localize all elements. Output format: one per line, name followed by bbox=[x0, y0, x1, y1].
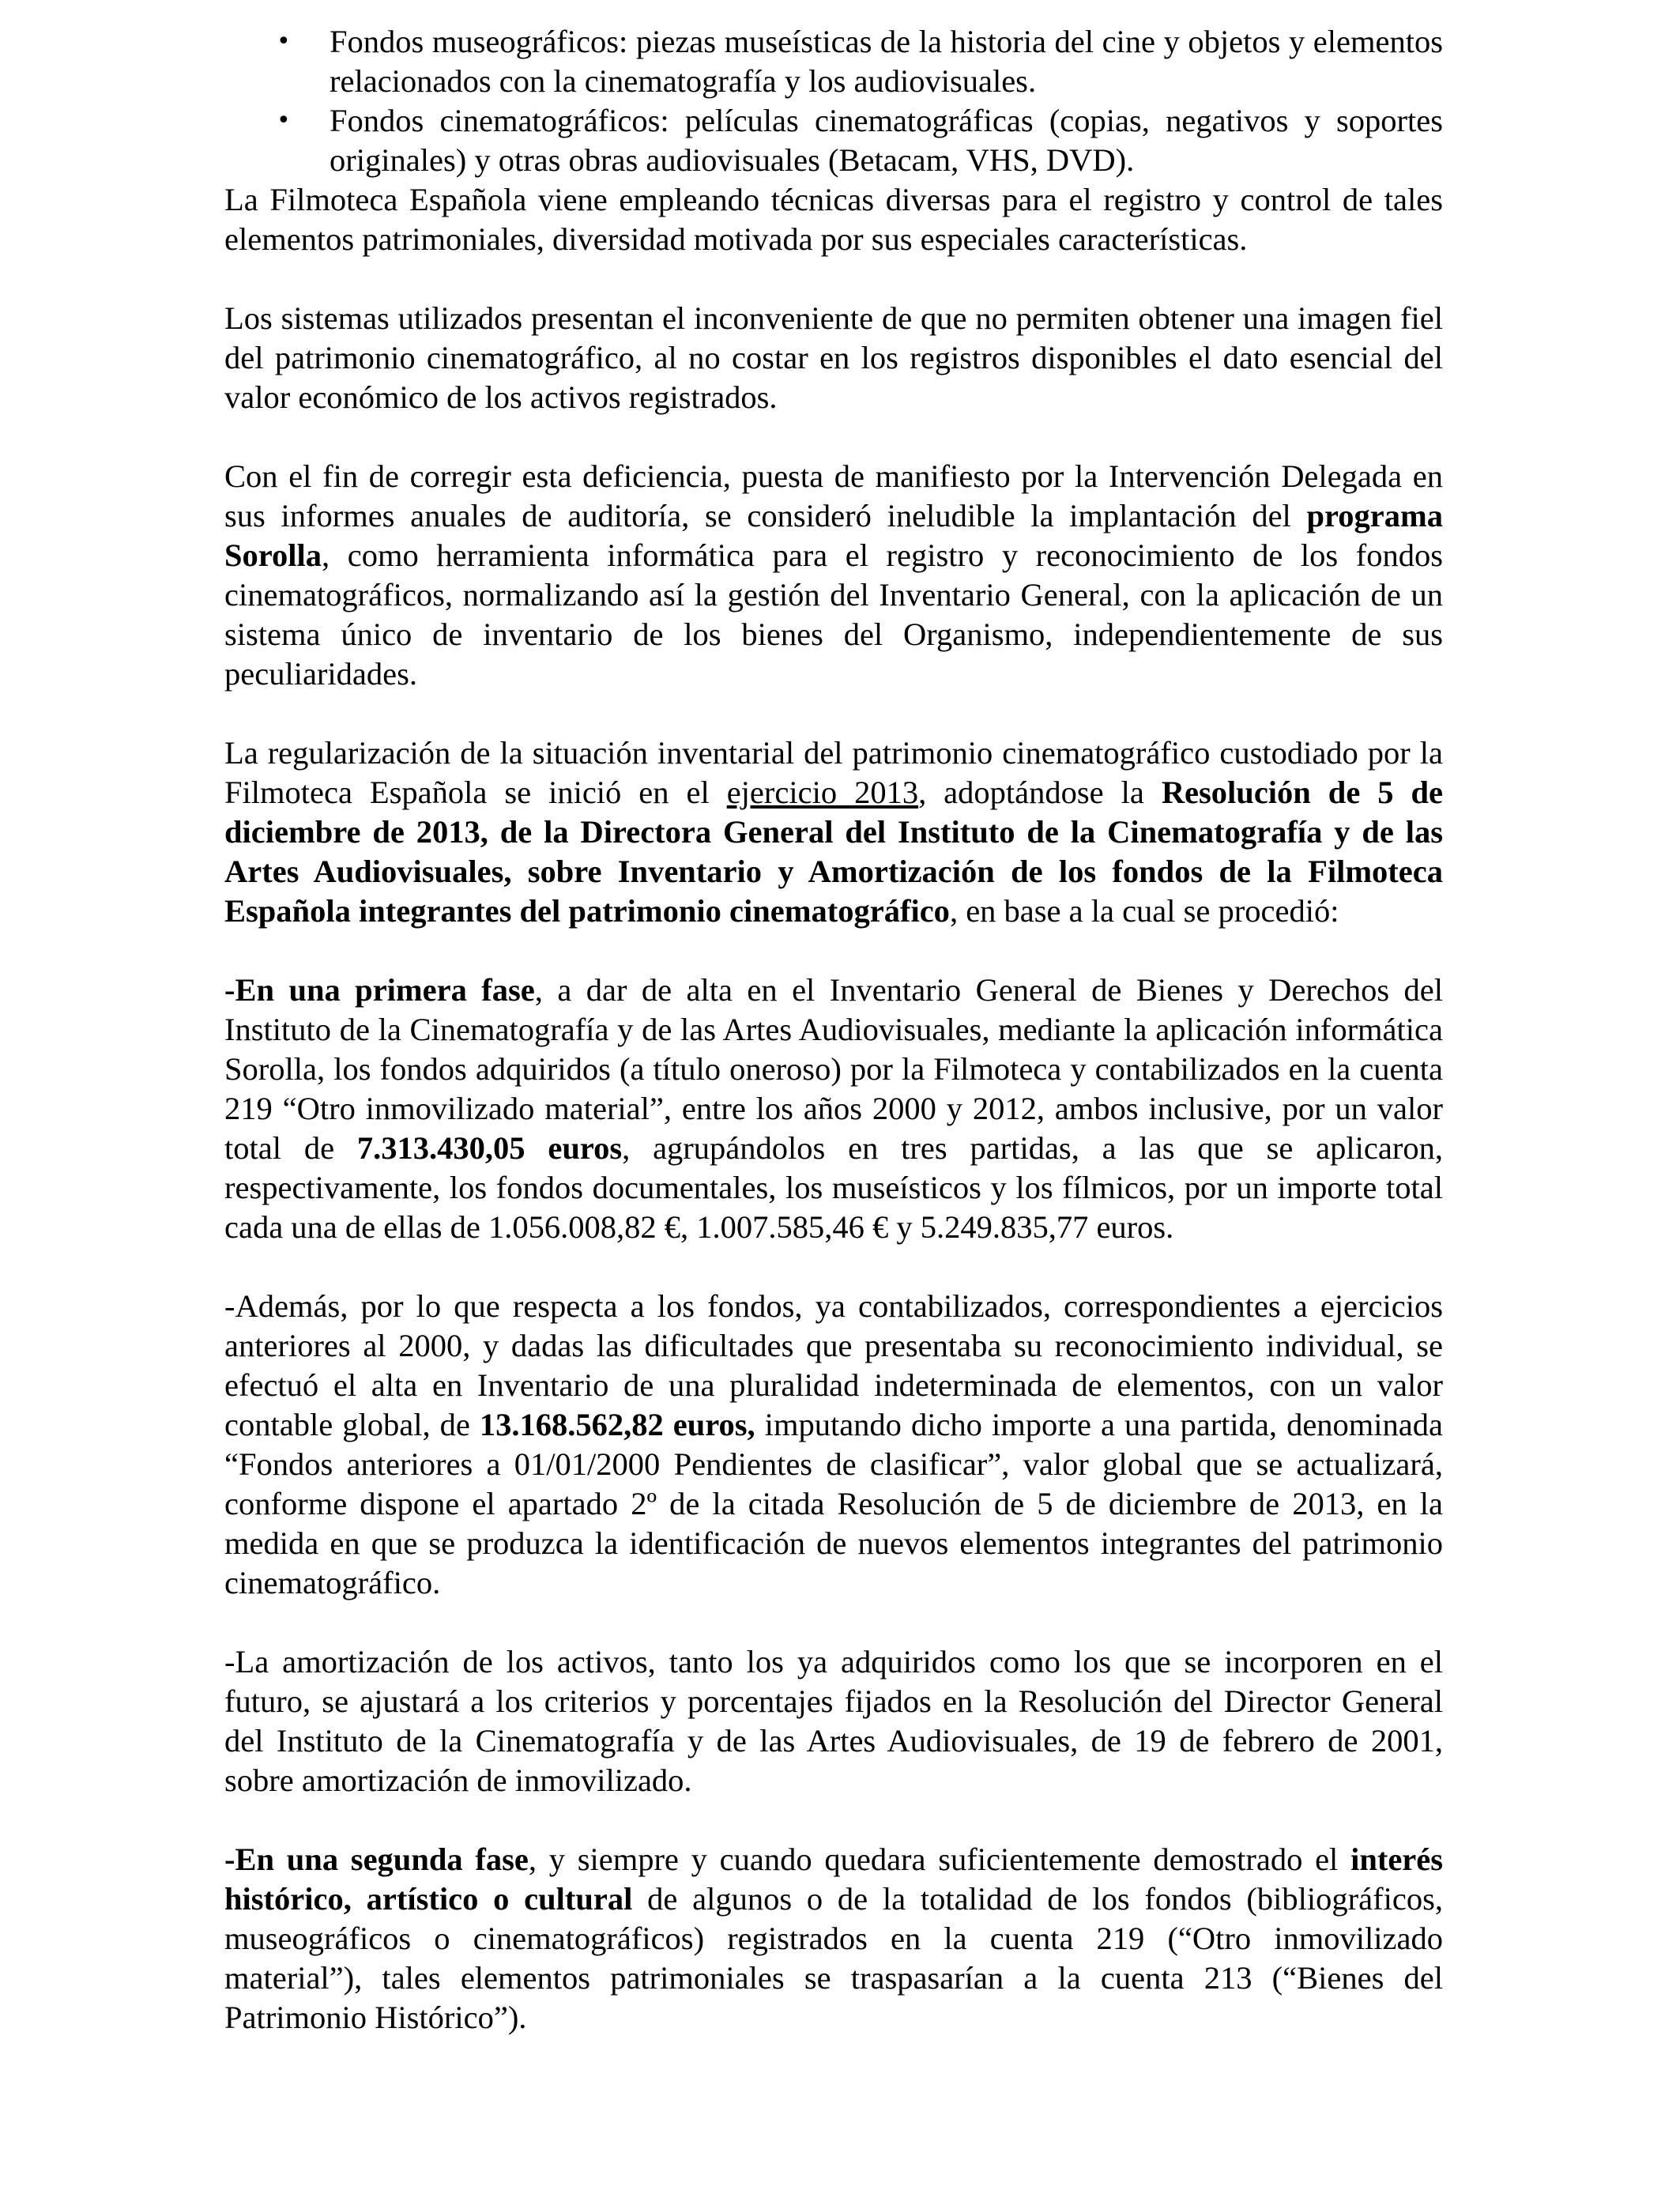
paragraph-spacer bbox=[224, 1800, 1443, 1840]
bold-text-run: Resolución de 5 de diciembre de 2013, de la Directora General del Instituto de la Cinematografía y de las Artes Audiovisuales, sobre Inventario y Amortización de los fondos de la Filmoteca Española integrantes del patrimonio cinematográfico bbox=[224, 775, 1444, 929]
paragraph-spacer bbox=[224, 931, 1443, 971]
bold-text-run: programa Sorolla bbox=[224, 498, 1443, 573]
text-run: de algunos o de la totalidad de los fondos (bibliográficos, museográficos o cinematográficos) registrados en la cuenta 219 (“Otro inmovilizado material”), tales elementos patrimoniales se traspasarían a la cuenta 213 (“Bienes del Patrimonio Histórico”). bbox=[224, 1881, 1443, 2035]
text-run: , agrupándolos en tres partidas, a las que se aplicaron, respectivamente, los fondos documentales, los museísticos y los fílmicos, por un importe total cada una de ellas de 1.056.008,82 €, 1.007.585,46 € y 5.249.835,77 euros. bbox=[224, 1130, 1443, 1245]
paragraph-spacer bbox=[224, 1247, 1443, 1287]
paragraph-spacer bbox=[224, 417, 1443, 457]
underlined-text-run: ejercicio 2013 bbox=[726, 775, 919, 810]
list-item bbox=[224, 101, 1443, 180]
text-run: , adoptándose la bbox=[918, 775, 1162, 810]
paragraph-ademas bbox=[224, 1287, 1443, 1603]
fondos-bullet-list bbox=[224, 22, 1443, 180]
text-run: , y siempre y cuando quedara suficientemente demostrado el bbox=[528, 1842, 1351, 1877]
paragraph-spacer bbox=[224, 694, 1443, 733]
text-run: -Además, por lo que respecta a los fondos, ya contabilizados, correspondientes a ejercicios anteriores al 2000, y dadas las dificultades que presentaba su reconocimiento individual, se efectuó el alta en Inventario de una pluralidad indeterminada de elementos, con un valor contable global, de bbox=[224, 1288, 1443, 1442]
bullet-icon: • bbox=[277, 107, 291, 134]
text-run: Con el fin de corregir esta deficiencia, puesta de manifiesto por la Intervención Delegada en sus informes anuales de auditoría, se consideró ineludible la implantación del bbox=[224, 458, 1443, 533]
text-run: imputando dicho importe a una partida, denominada “Fondos anteriores a 01/01/2000 Pendientes de clasificar”, valor global que se actualizará, conforme dispone el apartado 2º de la citada Resolución de 5 de diciembre de 2013, en la medida en que se produzca la identificación de nuevos elementos integrantes del patrimonio cinematográfico. bbox=[224, 1407, 1443, 1600]
paragraph-programa-sorolla bbox=[224, 457, 1443, 694]
list-item-text: Fondos museográficos: piezas museísticas de la historia del cine y objetos y elementos relacionados con la cinematografía y los audiovisuales. bbox=[330, 24, 1443, 99]
text-run: La regularización de la situación inventarial del patrimonio cinematográfico custodiado por la Filmoteca Española se inició en el bbox=[224, 735, 1443, 810]
bold-text-run: -En una primera fase bbox=[224, 972, 535, 1008]
paragraph-segunda-fase bbox=[224, 1840, 1443, 2038]
paragraph-spacer bbox=[224, 259, 1443, 299]
bold-text-run: -En una segunda fase bbox=[224, 1842, 529, 1877]
text-run: , como herramienta informática para el registro y reconocimiento de los fondos cinematográficos, normalizando así la gestión del Inventario General, con la aplicación de un sistema único de inventario de los bienes del Organismo, independientemente de sus peculiaridades. bbox=[224, 537, 1443, 692]
paragraph-tecnicas-registro: La Filmoteca Española viene empleando técnicas diversas para el registro y control de tales elementos patrimoniales, diversidad motivada por sus especiales características. bbox=[224, 182, 1443, 257]
bullet-icon: • bbox=[277, 28, 291, 55]
list-item-text: Fondos cinematográficos: películas cinematográficas (copias, negativos y soportes originales) y otras obras audiovisuales (Betacam, VHS, DVD). bbox=[330, 103, 1443, 178]
paragraph-sistemas-utilizados: Los sistemas utilizados presentan el inconveniente de que no permiten obtener una imagen fiel del patrimonio cinematográfico, al no costar en los registros disponibles el dato esencial del valor económico de los activos registrados. bbox=[224, 300, 1443, 415]
paragraph-amortizacion: -La amortización de los activos, tanto los ya adquiridos como los que se incorporen en el futuro, se ajustará a los criterios y porcentajes fijados en la Resolución del Director General del Instituto de la Cinematografía y de las Artes Audiovisuales, de 19 de febrero de 2001, sobre amortización de inmovilizado. bbox=[224, 1644, 1443, 1798]
paragraph-primera-fase bbox=[224, 971, 1443, 1247]
text-run: , en base a la cual se procedió: bbox=[949, 893, 1339, 929]
list-item bbox=[224, 22, 1443, 101]
paragraph-regularizacion bbox=[224, 733, 1443, 931]
paragraph-spacer bbox=[224, 1603, 1443, 1642]
bold-text-run: interés histórico, artístico o cultural bbox=[224, 1842, 1444, 1917]
bold-text-run: 7.313.430,05 euros bbox=[356, 1130, 623, 1166]
document-page bbox=[224, 22, 1443, 2038]
bold-text-run: 13.168.562,82 euros, bbox=[479, 1407, 755, 1442]
text-run: , a dar de alta en el Inventario General de Bienes y Derechos del Instituto de la Cinematografía y de las Artes Audiovisuales, mediante la aplicación informática Sorolla, los fondos adquiridos (a título oneroso) por la Filmoteca y contabilizados en la cuenta 219 “Otro inmovilizado material”, entre los años 2000 y 2012, ambos inclusive, por un valor total de bbox=[224, 972, 1443, 1166]
